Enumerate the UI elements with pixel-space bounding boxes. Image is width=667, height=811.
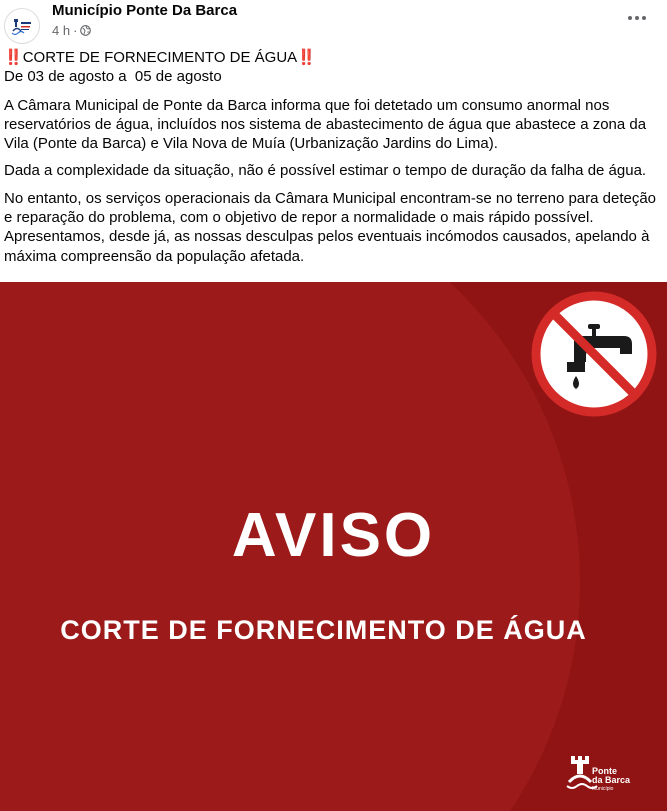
logo-line: da Barca: [592, 775, 631, 785]
double-exclamation-icon: ‼️: [4, 49, 23, 66]
paragraph-3: [4, 189, 659, 266]
page-avatar[interactable]: [4, 8, 40, 44]
paragraph-line: reservatórios de água, incluídos nos sistema de abastecimento de água que abastece a zona da: [4, 115, 647, 133]
more-options-dot: [642, 16, 646, 20]
double-exclamation-icon: ‼️: [297, 49, 316, 66]
paragraph-2: [4, 161, 659, 180]
post-meta: [52, 23, 91, 38]
headline: AVISO: [231, 501, 436, 570]
globe-icon[interactable]: [80, 25, 91, 36]
paragraph-line: A Câmara Municipal de Ponte da Barca informa que foi detetado um consumo anormal nos: [4, 96, 610, 114]
title-text: CORTE DE FORNECIMENTO DE ÁGUA: [22, 49, 298, 66]
paragraph-line: e reparação do problema, com o objetivo de repor a normalidade o mais rápido possível.: [4, 209, 594, 227]
more-options-icon: [628, 16, 632, 20]
paragraph-line: Dada a complexidade da situação, não é possível estimar o tempo de duração da falha de água.: [4, 162, 647, 180]
logo-line: Município: [592, 786, 614, 792]
paragraph-1: [4, 96, 659, 154]
more-options-button[interactable]: [621, 6, 653, 30]
ponte-da-barca-logo-icon: [5, 9, 39, 43]
post-header: [0, 0, 667, 44]
paragraph-line: máxima compreensão da população afetada.: [4, 247, 305, 265]
post-image[interactable]: [0, 282, 667, 811]
post-body: [4, 48, 659, 274]
paragraph-line: Vila (Ponte da Barca) e Vila Nova de Muía (Urbanização Jardins do Lima).: [4, 135, 498, 153]
post-time[interactable]: 4 h: [52, 23, 71, 38]
meta-separator: ·: [73, 23, 78, 38]
page-name-link[interactable]: Município Ponte Da Barca: [52, 2, 238, 19]
logo-line: Ponte: [592, 766, 618, 776]
more-options-dot: [635, 16, 639, 20]
image-subtitle: CORTE DE FORNECIMENTO DE ÁGUA: [60, 615, 587, 645]
logo-text: [592, 767, 630, 794]
post-dates: De 03 de agosto a 05 de agosto: [4, 68, 222, 86]
paragraph-line: Apresentamos, desde já, as nossas desculpas pelos eventuais incómodos causados, apelando à: [4, 228, 650, 246]
post-title: [4, 48, 659, 67]
no-water-icon: [530, 290, 658, 418]
paragraph-line: No entanto, os serviços operacionais da Câmara Municipal encontram-se no terreno para deteção: [4, 189, 657, 207]
